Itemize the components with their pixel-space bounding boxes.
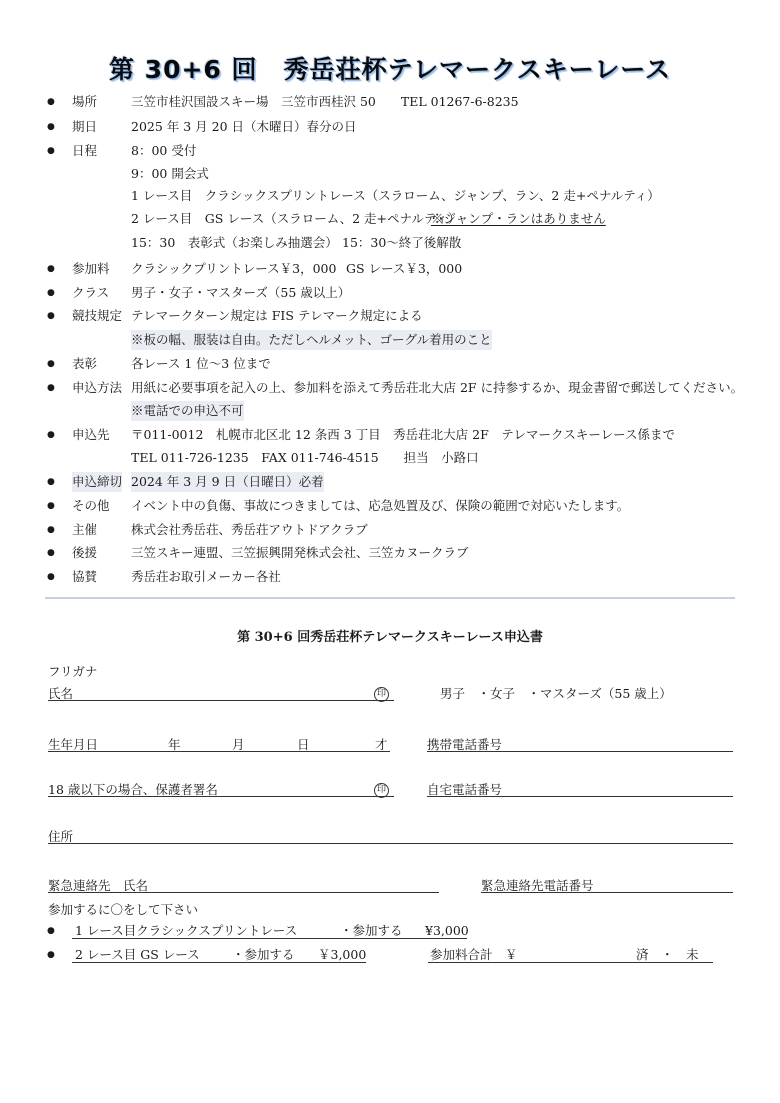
info-venue xyxy=(0,92,780,112)
support-label: 後援 xyxy=(72,545,98,560)
race2-join[interactable]: ・参加する xyxy=(232,947,295,962)
emergency-name-label: 緊急連絡先 氏名 xyxy=(48,878,149,893)
host-value: 株式会社秀岳荘、秀岳荘アウトドアクラブ xyxy=(131,522,368,537)
info-other xyxy=(0,496,780,516)
info-date xyxy=(0,117,780,137)
seal-icon: 印 xyxy=(374,687,389,702)
bullet-icon: ● xyxy=(47,548,55,558)
instruction-text: 参加するに〇をして下さい xyxy=(48,902,199,917)
address-label: 住所 xyxy=(48,829,74,844)
gender-options[interactable]: 男子 ・女子 ・マスターズ（55 歳上） xyxy=(440,686,672,701)
venue-value: 三笠市桂沢国設スキー場 三笠市西桂沢 50 TEL 01267-6-8235 xyxy=(131,94,519,109)
bullet-icon: ● xyxy=(47,926,55,936)
apply-to-label: 申込先 xyxy=(72,427,110,442)
bullet-icon: ● xyxy=(47,477,55,487)
schedule-line: 15：30 表彰式（お楽しみ抽選会） xyxy=(131,235,338,250)
apply-to-contact-row xyxy=(0,448,780,468)
info-rules xyxy=(0,306,780,326)
bullet-icon: ● xyxy=(47,122,55,132)
rules-value: テレマークターン規定は FIS テレマーク規定による xyxy=(131,308,423,323)
race1-join[interactable]: ・参加する xyxy=(340,923,403,938)
info-sponsor xyxy=(0,567,780,587)
emergency-phone-label: 緊急連絡先電話番号 xyxy=(481,878,594,893)
schedule-row-4 xyxy=(0,209,780,229)
race2-underline xyxy=(72,962,366,963)
rules-label: 競技規定 xyxy=(72,308,123,323)
mobile-label: 携帯電話番号 xyxy=(427,737,503,752)
race1-fee: ¥3,000 xyxy=(425,923,469,938)
schedule-line: 1 レース目 クラシックスプリントレース（スラローム、ジャンプ、ラン、2 走+ペナルティ） xyxy=(131,188,660,203)
home-phone-field[interactable] xyxy=(427,796,733,797)
emergency-phone-field[interactable] xyxy=(481,892,733,893)
paid-status[interactable]: 済 ・ 未 xyxy=(636,947,699,962)
info-support xyxy=(0,543,780,563)
bullet-icon: ● xyxy=(47,525,55,535)
schedule-row-2 xyxy=(0,164,780,184)
address-field[interactable] xyxy=(48,843,733,844)
section-divider xyxy=(45,597,735,599)
schedule-line: 8：00 受付 xyxy=(131,143,197,158)
info-host xyxy=(0,520,780,540)
month-label: 月 xyxy=(232,737,245,752)
name-field[interactable] xyxy=(48,700,394,701)
schedule-line: 15：30～終了後解散 xyxy=(342,235,462,250)
support-value: 三笠スキー連盟、三笠振興開発株式会社、三笠カヌークラブ xyxy=(131,545,469,560)
rules-note: ※板の幅、服装は自由。ただしヘルメット、ゴーグル着用のこと xyxy=(131,330,492,350)
furigana-label: フリガナ xyxy=(48,664,98,679)
apply-method-note-row xyxy=(0,401,780,421)
bullet-icon: ● xyxy=(47,264,55,274)
deadline-label: 申込締切 xyxy=(72,472,122,492)
deadline-value: 2024 年 3 月 9 日（日曜日）必着 xyxy=(131,472,324,492)
schedule-row-5 xyxy=(0,233,780,253)
race2-label: 2 レース目 GS レース xyxy=(75,947,200,962)
race1-label: 1 レース目クラシックスプリントレース xyxy=(75,923,298,938)
total-label: 参加料合計 ￥ xyxy=(430,947,518,962)
date-label: 期日 xyxy=(72,119,98,134)
schedule-note: ※ジャンプ・ランはありません xyxy=(431,211,606,226)
award-label: 表彰 xyxy=(72,356,98,371)
fee-label: 参加料 xyxy=(72,261,110,276)
info-class xyxy=(0,283,780,303)
host-label: 主催 xyxy=(72,522,98,537)
other-value: イベント中の負傷、事故につきましては、応急処置及び、保険の範囲で対応いたします。 xyxy=(131,498,630,513)
info-deadline xyxy=(0,472,780,492)
guardian-label: 18 歳以下の場合、保護者署名 xyxy=(48,782,218,797)
bullet-icon: ● xyxy=(47,383,55,393)
class-label: クラス xyxy=(72,285,110,300)
apply-method-note: ※電話での申込不可 xyxy=(131,401,244,421)
sponsor-label: 協賛 xyxy=(72,569,98,584)
info-apply-to xyxy=(0,425,780,445)
bullet-icon: ● xyxy=(47,311,55,321)
apply-to-value: 〒011-0012 札幌市北区北 12 条西 3 丁目 秀岳荘北大店 2F テレマークスキーレース係まで xyxy=(131,427,675,442)
mobile-field[interactable] xyxy=(427,751,733,752)
info-fee xyxy=(0,259,780,279)
page-title: 第 30+6 回 秀岳荘杯テレマークスキーレース xyxy=(108,55,672,84)
year-label: 年 xyxy=(168,737,181,752)
info-schedule xyxy=(0,141,780,161)
schedule-row-3 xyxy=(0,186,780,206)
schedule-line: 9：00 開会式 xyxy=(131,166,209,181)
bullet-icon: ● xyxy=(47,288,55,298)
sponsor-value: 秀岳荘お取引メーカー各社 xyxy=(131,569,281,584)
class-value: 男子・女子・マスターズ（55 歳以上） xyxy=(131,285,351,300)
apply-method-value: 用紙に必要事項を記入の上、参加料を添えて秀岳荘北大店 2F に持参するか、現金書留で郵送してください。 xyxy=(131,380,744,395)
other-label: その他 xyxy=(72,498,110,513)
venue-label: 場所 xyxy=(72,94,98,109)
schedule-label: 日程 xyxy=(72,143,98,158)
rules-note-row xyxy=(0,330,780,350)
bullet-icon: ● xyxy=(47,430,55,440)
home-phone-label: 自宅電話番号 xyxy=(427,782,503,797)
age-label: 才 xyxy=(375,737,388,752)
apply-method-label: 申込方法 xyxy=(72,380,123,395)
total-field[interactable] xyxy=(428,962,713,963)
form-title: 第 30+6 回秀岳荘杯テレマークスキーレース申込書 xyxy=(237,630,543,645)
name-label: 氏名 xyxy=(48,686,74,701)
schedule-line: 2 レース目 GS レース（スラローム、2 走+ペナルティ） xyxy=(131,211,461,226)
race2-fee: ￥3,000 xyxy=(318,947,367,962)
bullet-icon: ● xyxy=(47,950,55,960)
bullet-icon: ● xyxy=(47,359,55,369)
apply-to-contact: TEL 011-726-1235 FAX 011-746-4515 担当 小路口 xyxy=(131,450,479,465)
guardian-field[interactable] xyxy=(48,796,394,797)
birth-field[interactable] xyxy=(48,751,390,752)
bullet-icon: ● xyxy=(47,97,55,107)
award-value: 各レース 1 位～3 位まで xyxy=(131,356,271,371)
birth-label: 生年月日 xyxy=(48,737,99,752)
emergency-name-field[interactable] xyxy=(48,892,439,893)
name-seal xyxy=(374,684,389,702)
fee-value-1: クラシックプリントレース￥3，000 xyxy=(131,261,337,276)
bullet-icon: ● xyxy=(47,572,55,582)
day-label: 日 xyxy=(297,737,310,752)
race1-underline xyxy=(72,938,467,939)
bullet-icon: ● xyxy=(47,146,55,156)
seal-icon: 印 xyxy=(374,783,389,798)
date-value: 2025 年 3 月 20 日（木曜日）春分の日 xyxy=(131,119,357,134)
info-apply-method xyxy=(0,378,780,398)
info-award xyxy=(0,354,780,374)
fee-value-2: GS レース￥3，000 xyxy=(346,261,463,276)
bullet-icon: ● xyxy=(47,501,55,511)
